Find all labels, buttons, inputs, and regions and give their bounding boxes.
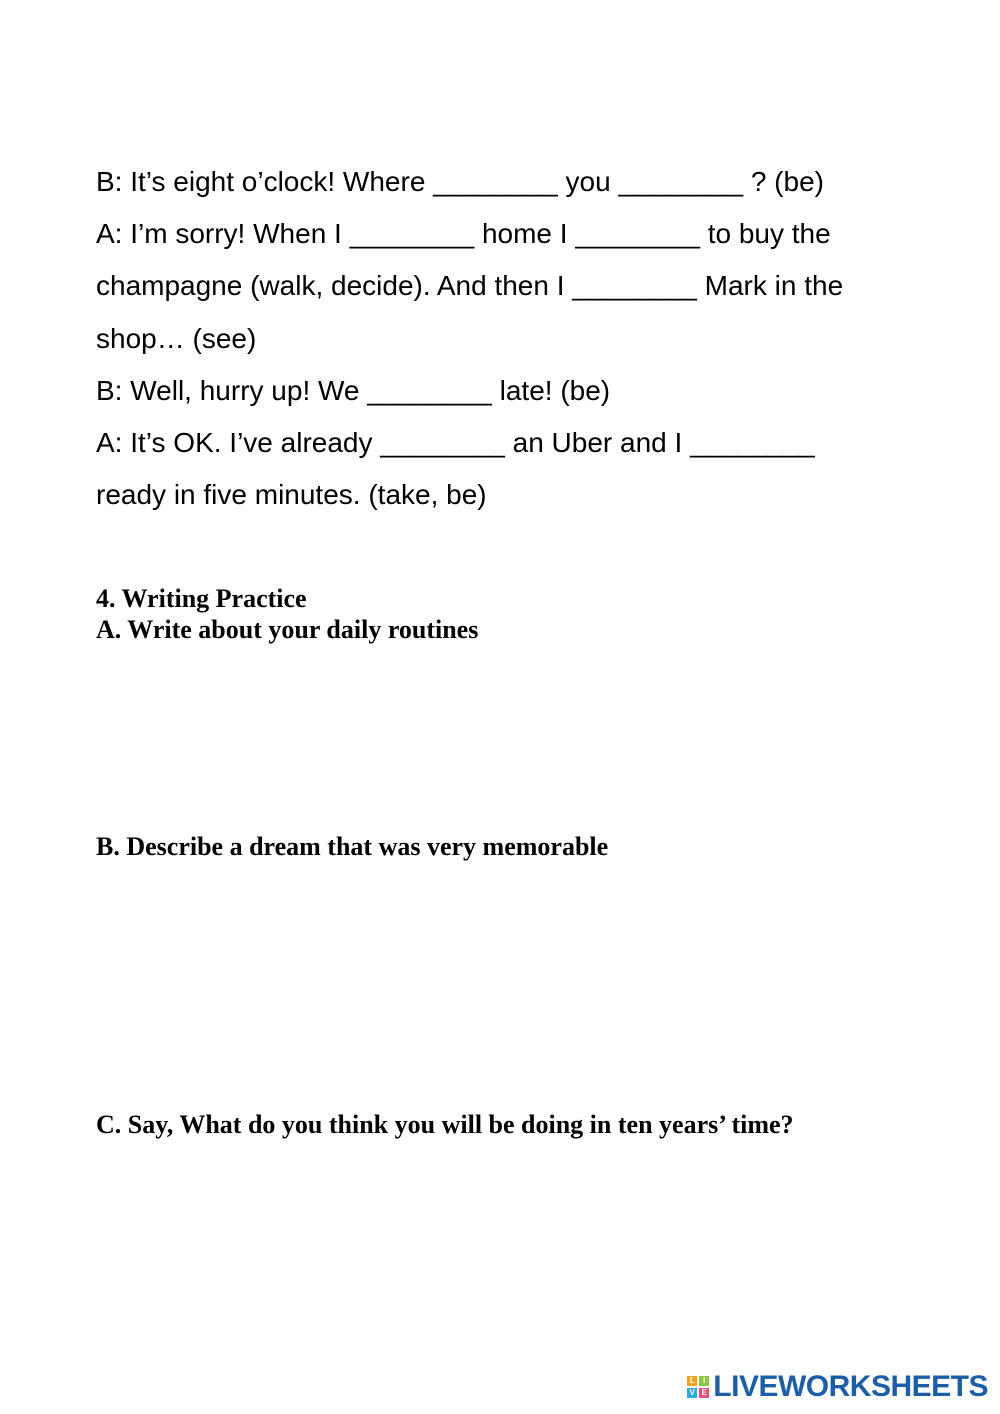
dialogue-line: B: Well, hurry up! We ________ late! (be) (96, 374, 611, 406)
dialogue-line: ready in five minutes. (take, be) (96, 479, 487, 511)
prompt-a: A. Write about your daily routines (96, 615, 479, 644)
dialogue-line: shop… (see) (96, 322, 257, 354)
dialogue-line: A: I’m sorry! When I ________ home I ________ to buy the (96, 218, 831, 250)
liveworksheets-brand (687, 1370, 988, 1404)
section-title: 4. Writing Practice (96, 584, 307, 613)
dialogue-line: B: It’s eight o’clock! Where ________ you ________ ? (be) (96, 166, 824, 197)
dialogue-exercise (96, 156, 926, 521)
logo-letter: I (699, 1376, 709, 1386)
logo-letter: L (687, 1376, 697, 1386)
dialogue-line: A: It’s OK. I’ve already ________ an Uber and I ________ (96, 427, 815, 459)
logo-letter: E (699, 1388, 709, 1398)
prompt-b: B. Describe a dream that was very memorable (96, 832, 609, 861)
brand-text: LIVEWORKSHEETS (713, 1370, 988, 1403)
dialogue-line: champagne (walk, decide). And then I ________ Mark in the (96, 270, 844, 302)
logo-letter: V (687, 1388, 697, 1398)
prompt-c: C. Say, What do you think you will be doing in ten years’ time? (96, 1110, 794, 1139)
brand-logo-icon (687, 1376, 709, 1398)
